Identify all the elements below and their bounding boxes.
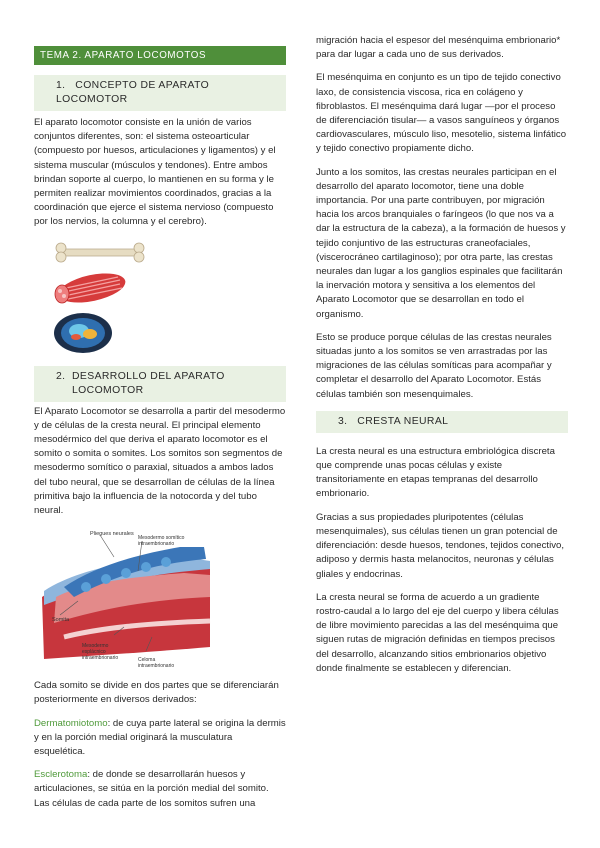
label-mesodermo-esplacnico: Mesodermo esplácnico intraembrionario	[82, 643, 119, 662]
section-label-continued: LOCOMOTOR	[72, 384, 144, 396]
section-number: 1.	[56, 80, 66, 91]
label-celoma: Celoma intraembrionario	[138, 657, 175, 668]
paragraph: Junto a los somitos, las crestas neurales participan en el desarrollo del aparato locomotor, tiene una doble importancia. Por una parte contribuyen, por migración hacia los arcos branquiales o faríngeos (lo que nos va a dar la estructura de la cabeza), a la formación de huesos y tejido conjuntivo de las estructuras craneofaciales, (viscerocráneo cartilaginoso); por otra parte, las crestas neurales dan lugar a los ganglios espinales que facilitarán la inervación motora y sensitiva a los elementos del Aparato Locomotor que se desarrollan en todo el organismo.	[316, 166, 566, 320]
paragraph: La cresta neural se forma de acuerdo a un gradiente rostro-caudal a lo largo del eje del cuerpo y libera células de libre movimiento parecidas a las del mesénquima que siguen rutas de migración definidas en tiempos precisos del desarrollo, alcanzando sitios embrionarios objetivo donde finalmente se establecen y diferencian.	[316, 591, 559, 674]
section-number: 2.	[56, 370, 66, 382]
paragraph: El Aparato Locomotor se desarrolla a partir del mesodermo y de células de la cresta neural. El principal elemento mesodérmico del que deriva el aparato locomotor es el somito o somita o somites. Los somitos son segmentos de mesodermo somítico o paraxial, situados a ambos lados del tubo neural, que se desarrollan de células de la línea primitiva bajo la influencia de la notocorda y del tubo neural.	[34, 405, 286, 517]
paragraph: El mesénquima en conjunto es un tipo de tejido conectivo laxo, de consistencia viscosa, rica en colágeno y fibroblastos. El mesénquima dará lugar —por el proceso de diferenciación tisular— a vasos sanguíneos y órganos cardiovasculares, músculo liso, mesotelio, sistema linfático y tejido conectivo propiamente dicho.	[316, 72, 567, 155]
label-somita: Somita	[52, 617, 70, 624]
document-title: TEMA 2. APARATO LOCOMOTOS	[34, 46, 286, 65]
paragraph: Cada somito se divide en dos partes que se diferenciarán posteriormente en diversos derivados:	[34, 680, 279, 706]
bone-icon	[52, 240, 148, 264]
paragraph: El aparato locomotor consiste en la unión de varios conjuntos diferentes, son: el sistema osteoarticular (compuesto por huesos, articulaciones y ligamentos) y el sistema muscular (músculos y tendones). Entre ambos brindan soporte al cuerpo, lo mantienen en su forma y le permiten realizar movimientos coordinados, gracias a la coordinación que ejerce el sistema nervioso (compuesto por los nervios, la columna y el cerebro).	[34, 117, 276, 228]
brain-scan-icon	[52, 312, 114, 354]
section-label: CONCEPTO DE APARATO LOCOMOTOR	[56, 80, 210, 105]
muscle-fibers-icon	[52, 270, 134, 306]
section-heading-1	[34, 75, 286, 111]
term: Esclerotoma	[34, 769, 88, 781]
term-definition: : de donde se desarrollarán huesos y articulaciones, se sitúa en la porción medial del somito. Las células de cada parte de los somitos sufren una	[34, 769, 269, 809]
right-column	[316, 34, 568, 685]
section-heading-3	[316, 411, 568, 433]
paragraph: Gracias a sus propiedades pluripotentes (células mesenquimales), sus células tienen un gran potencial de diferenciación: desde huesos, tendones, tejidos conectivo, adiposo y dermis hasta melanocitos, neuronas y células gliales y endocrinas.	[316, 511, 564, 580]
section-label: DESARROLLO DEL APARATO	[72, 370, 225, 382]
paragraph-dermatomiotomo	[34, 717, 286, 760]
paragraph-esclerotoma	[34, 768, 286, 811]
section-number: 3.	[338, 415, 348, 427]
paragraph: migración hacia el espesor del mesénquima embrionario* para dar lugar a cada uno de sus derivados.	[316, 35, 561, 61]
section-label: CRESTA NEURAL	[357, 415, 449, 427]
term-definition: : de cuya parte lateral se origina la dermis y en la porción medial originará la musculatura esquelética.	[34, 717, 286, 758]
left-column	[34, 46, 286, 820]
term: Dermatomiotomo	[34, 717, 108, 729]
label-mesodermo-somitico: Mesodermo somítico intraembrionario	[138, 535, 185, 548]
section-heading-2	[34, 366, 286, 402]
illustration-group	[34, 240, 286, 354]
paragraph: La cresta neural es una estructura embriológica discreta que comprende unas pocas células y existe transitoriamente en etapas tempranas del desarrollo embrionario.	[316, 445, 555, 500]
label-pliegues-neurales: Pliegues neurales	[90, 531, 134, 538]
embryo-somite-diagram	[34, 527, 224, 667]
paragraph: Esto se produce porque células de las crestas neurales situadas junto a los somitos se ven arrastradas por las migraciones de las células somíticas para acompañar y completar el desarrollo del Aparato Locomotor. Estás células también son mesenquimales.	[316, 331, 552, 400]
